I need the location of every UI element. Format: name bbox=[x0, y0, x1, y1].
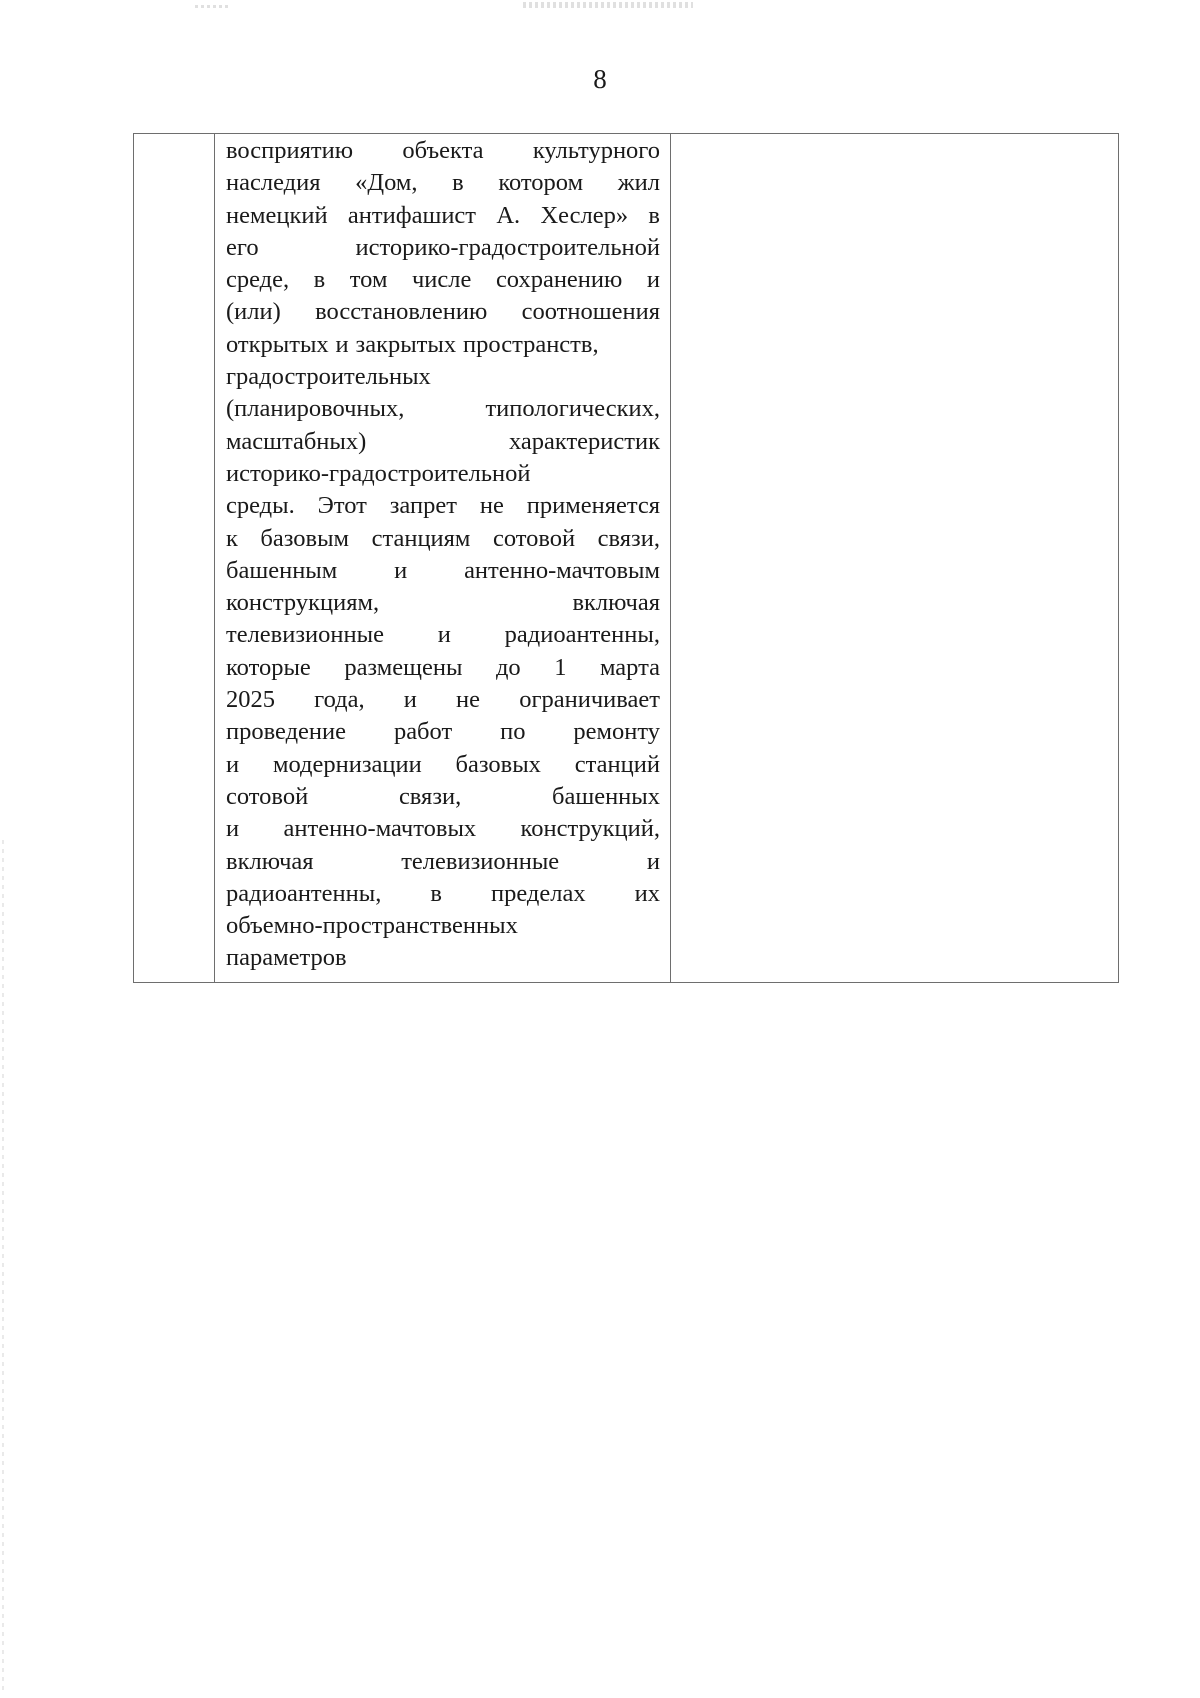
text-word: станциям bbox=[371, 524, 471, 552]
text-word: башенных bbox=[551, 782, 660, 810]
text-word: связи, bbox=[398, 782, 462, 810]
scan-artifact bbox=[195, 5, 231, 8]
text-word: их bbox=[634, 879, 660, 907]
text-word: жил bbox=[617, 169, 660, 197]
text-word: в bbox=[452, 169, 464, 197]
text-word: не bbox=[456, 686, 481, 714]
text-word: А. bbox=[496, 201, 521, 229]
text-word: закрытых bbox=[355, 330, 457, 358]
text-word: до bbox=[495, 653, 521, 681]
text-word: «Дом, bbox=[355, 169, 418, 197]
text-word: соотношения bbox=[521, 298, 660, 326]
text-word: и bbox=[335, 330, 349, 358]
text-word: и bbox=[646, 266, 660, 294]
text-word: не bbox=[479, 492, 504, 520]
text-word: связи, bbox=[597, 524, 660, 552]
text-word: модернизации bbox=[272, 750, 422, 778]
text-word: года, bbox=[314, 686, 365, 714]
text-word: и bbox=[226, 815, 240, 843]
text-line bbox=[226, 296, 660, 328]
text-word: Хеслер» bbox=[540, 201, 629, 229]
text-line bbox=[226, 329, 660, 361]
text-word: характеристик bbox=[508, 427, 660, 455]
text-word: в bbox=[430, 879, 442, 907]
text-word: восприятию bbox=[226, 137, 353, 164]
text-line bbox=[226, 490, 660, 522]
text-line bbox=[226, 232, 660, 264]
text-word: сохранению bbox=[495, 266, 623, 294]
text-word: восстановлению bbox=[315, 298, 488, 326]
text-word: конструкций, bbox=[520, 815, 660, 843]
text-word: (планировочных, bbox=[226, 395, 405, 423]
text-word: проведение bbox=[226, 718, 347, 746]
notes-cell bbox=[671, 134, 1119, 983]
text-word: Этот bbox=[317, 492, 367, 520]
text-word: его bbox=[226, 233, 259, 261]
text-word: культурного bbox=[532, 137, 660, 164]
text-word: историко-градостроительной bbox=[355, 233, 660, 261]
text-word: параметров bbox=[226, 944, 347, 972]
text-line bbox=[226, 200, 660, 232]
text-line bbox=[226, 135, 660, 167]
text-word: среды. bbox=[226, 492, 295, 520]
text-word: пространств, bbox=[462, 330, 599, 358]
restriction-text-cell bbox=[215, 134, 671, 983]
table-row bbox=[134, 134, 1119, 983]
text-word: 1 bbox=[554, 653, 567, 681]
text-word: базовых bbox=[455, 750, 541, 778]
text-word: числе bbox=[411, 266, 472, 294]
text-word: включая bbox=[572, 589, 660, 617]
text-word: и bbox=[226, 750, 240, 778]
text-line bbox=[226, 361, 660, 393]
text-line bbox=[226, 426, 660, 458]
text-word: которые bbox=[226, 653, 311, 681]
text-word: немецкий bbox=[226, 201, 328, 229]
text-word: ограничивает bbox=[519, 686, 660, 714]
text-word: работ bbox=[393, 718, 453, 746]
text-word: антифашист bbox=[347, 201, 477, 229]
scan-artifact bbox=[523, 2, 693, 8]
text-line bbox=[226, 813, 660, 845]
text-line bbox=[226, 846, 660, 878]
text-word: запрет bbox=[389, 492, 457, 520]
text-word: и bbox=[437, 621, 451, 649]
text-word: размещены bbox=[344, 653, 463, 681]
text-line bbox=[226, 619, 660, 651]
text-line bbox=[226, 684, 660, 716]
text-word: котором bbox=[498, 169, 584, 197]
text-word: по bbox=[500, 718, 526, 746]
text-word: антенно-мачтовых bbox=[283, 815, 477, 843]
text-word: масштабных) bbox=[226, 427, 367, 455]
text-word: башенным bbox=[226, 556, 338, 584]
text-line bbox=[226, 942, 660, 974]
text-word: и bbox=[394, 556, 408, 584]
text-word: включая bbox=[226, 847, 314, 875]
text-word: среде, bbox=[226, 266, 290, 294]
text-word: объемно-пространственных bbox=[226, 912, 518, 940]
text-line bbox=[226, 878, 660, 910]
text-word: радиоантенны, bbox=[226, 879, 382, 907]
text-line bbox=[226, 716, 660, 748]
text-word: и bbox=[403, 686, 417, 714]
text-word: применяется bbox=[526, 492, 660, 520]
text-line bbox=[226, 393, 660, 425]
text-line bbox=[226, 555, 660, 587]
text-word: телевизионные bbox=[226, 621, 384, 649]
text-word: марта bbox=[599, 653, 660, 681]
restriction-text bbox=[215, 134, 670, 975]
text-word: пределах bbox=[490, 879, 586, 907]
text-word: ремонту bbox=[573, 718, 660, 746]
text-line bbox=[226, 910, 660, 942]
text-word: станций bbox=[574, 750, 660, 778]
text-word: конструкциям, bbox=[226, 589, 380, 617]
scan-artifact bbox=[2, 840, 4, 1690]
text-word: историко-градостроительной bbox=[226, 459, 531, 487]
text-line bbox=[226, 749, 660, 781]
text-word: типологических, bbox=[485, 395, 660, 423]
text-line bbox=[226, 523, 660, 555]
text-line bbox=[226, 458, 660, 490]
text-line bbox=[226, 652, 660, 684]
text-word: к bbox=[226, 524, 238, 552]
text-word: объекта bbox=[402, 137, 484, 164]
row-number-cell bbox=[134, 134, 215, 983]
text-word: сотовой bbox=[226, 782, 309, 810]
text-word: радиоантенны, bbox=[504, 621, 660, 649]
text-line bbox=[226, 587, 660, 619]
text-line bbox=[226, 264, 660, 296]
text-word: в bbox=[648, 201, 660, 229]
text-word: наследия bbox=[226, 169, 321, 197]
regulation-table bbox=[133, 133, 1119, 983]
text-word: базовым bbox=[260, 524, 350, 552]
text-word: сотовой bbox=[492, 524, 576, 552]
text-word: и bbox=[646, 847, 660, 875]
text-word: открытых bbox=[226, 330, 329, 358]
text-word: том bbox=[349, 266, 388, 294]
page-number: 8 bbox=[593, 64, 607, 94]
text-word: градостроительных bbox=[226, 363, 431, 391]
text-word: телевизионные bbox=[401, 847, 560, 875]
text-line bbox=[226, 781, 660, 813]
text-word: в bbox=[313, 266, 326, 294]
text-line bbox=[226, 167, 660, 199]
text-word: антенно-мачтовым bbox=[464, 556, 660, 584]
text-word: (или) bbox=[226, 298, 281, 326]
text-word: 2025 bbox=[226, 686, 275, 714]
